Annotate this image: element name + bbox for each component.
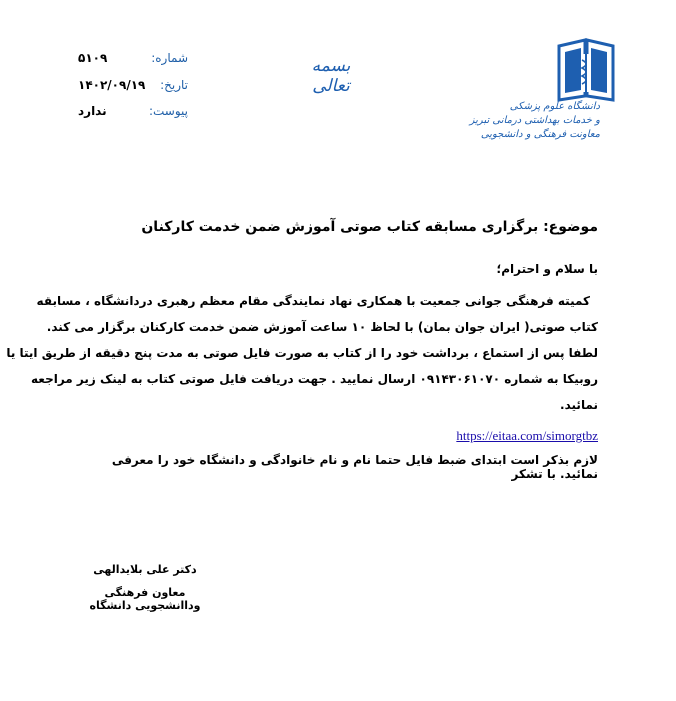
university-line-2: و خدمات بهداشتی درمانی تبریز (469, 115, 600, 126)
letter-attachment-label: پیوست: (148, 104, 188, 118)
letter-subject: موضوع: برگزاری مسابقه کتاب صوتی آموزش ضمن خدمت کارکنان (141, 219, 598, 235)
signatory-title: معاون فرهنگی وداانشجویی دانشگاه (89, 586, 201, 612)
eitaa-channel-link[interactable]: https://eitaa.com/simorgtbz (456, 428, 598, 443)
body-line-2: کتاب صوتی( ایران جوان بمان) با لحاظ ۱۰ ساعت آموزش ضمن خدمت کارکنان برگزار می کند. (46, 320, 598, 334)
body-line-1: کمیته فرهنگی جوانی جمعیت با همکاری نهاد نمایندگی مقام معظم رهبری دردانشگاه ، مسابقه (36, 294, 590, 308)
body-line-5: نمائید. (560, 398, 598, 412)
letter-date-label: تاریخ: (160, 78, 188, 92)
letter-number-row (78, 51, 188, 69)
body-line-3: لطفا پس از استماع ، برداشت خود را از کتاب به صورت فایل صوتی به مدت پنج دقیقه از طریق ایتا یا (6, 346, 598, 360)
university-line-3: معاونت فرهنگی و دانشجویی (480, 129, 600, 140)
basmala-heading: بسمه تعالی (311, 56, 351, 96)
letter-date-row (78, 78, 188, 96)
body-line-4: روبیکا به شماره ۰۹۱۴۳۰۶۱۰۷۰ ارسال نمایید . جهت دریافت فایل صوتی کتاب به لینک زیر مراجعه (31, 372, 598, 386)
letter-greeting: با سلام و احترام؛ (496, 262, 598, 276)
university-name (460, 100, 600, 142)
university-logo-icon (555, 38, 617, 102)
letter-attachment-row (78, 104, 188, 122)
letter-date-value: ۱۴۰۲/۰۹/۱۹ (78, 78, 146, 92)
signatory-name: دکتر علی بلایدالهی (93, 563, 197, 576)
letter-attachment-value: ندارد (78, 104, 107, 118)
letter-number-value: ۵۱۰۹ (78, 51, 108, 65)
university-line-1: دانشگاه علوم پزشکی (509, 101, 600, 112)
letter-note: لازم بذکر است ابتدای ضبط فایل حتما نام و نام خانوادگی و دانشگاه خود را معرفی نمائید. با تشکر (111, 453, 598, 481)
letter-number-label: شماره: (151, 51, 188, 65)
letter-body (6, 288, 598, 418)
